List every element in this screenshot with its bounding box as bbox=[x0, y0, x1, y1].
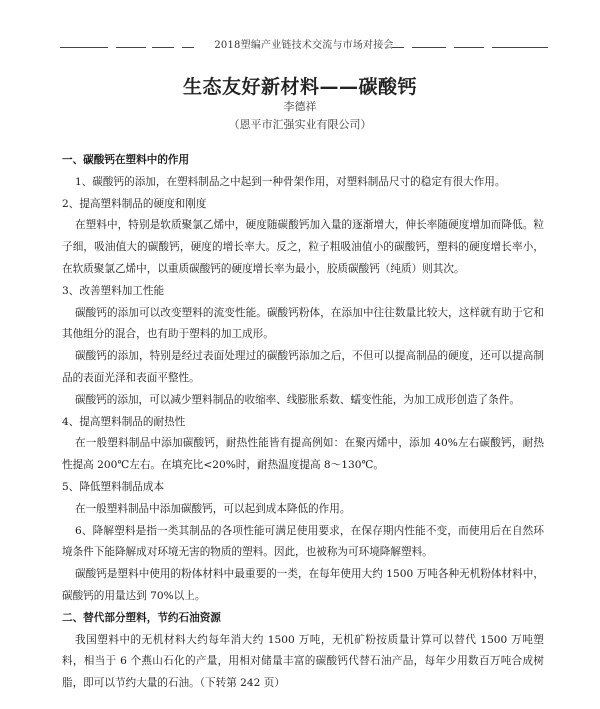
document-body bbox=[62, 150, 544, 695]
body-paragraph: 碳酸钙的添加可以改变塑料的流变性能。碳酸钙粉体，在添加中往往数量比较大，这样就有助于它和其他组分的混合，也有助于塑料的加工成形。 bbox=[62, 306, 544, 341]
body-paragraph: 碳酸钙是塑料中使用的粉体材料中最重要的一类，在每年使用大约 1500 万吨各种无机粉体材料中，碳酸钙的用量达到 70%以上。 bbox=[62, 568, 544, 602]
header-dash bbox=[392, 47, 404, 48]
author-name: 李德祥 bbox=[283, 100, 317, 113]
company-name: （恩平市汇强实业有限公司） bbox=[228, 118, 372, 131]
running-header-title: 2018塑编产业链技术交流与市场对接会 bbox=[214, 40, 394, 51]
body-paragraph: 碳酸钙的添加，特别是经过表面处理过的碳酸钙添加之后，不但可以提高制品的硬度，还可以提高制品的表面光泽和表面平整性。 bbox=[62, 350, 544, 384]
subsection-heading: 2、提高塑料制品的硬度和刚度 bbox=[62, 197, 207, 210]
body-paragraph: 1、碳酸钙的添加，在塑料制品之中起到一种骨架作用，对塑料制品尺寸的稳定有很大作用。 bbox=[75, 175, 506, 188]
section-heading: 一、碳酸钙在塑料中的作用 bbox=[62, 154, 190, 166]
body-paragraph: 碳酸钙的添加，可以减少塑料制品的收缩率、线膨胀系数、蠕变性能，为加工成形创造了条件。 bbox=[75, 393, 520, 406]
section-heading: 二、替代部分塑料，节约石油资源 bbox=[62, 611, 221, 624]
subsection-heading: 4、提高塑料制品的耐热性 bbox=[62, 415, 186, 428]
subsection-heading: 3、改善塑料加工性能 bbox=[62, 284, 165, 297]
header-dash bbox=[454, 47, 484, 48]
body-paragraph: 我国塑料中的无机材料大约每年消大约 1500 万吨，无机矿粉按质量计算可以替代 1500 万吨塑料，相当于 6 个燕山石化的产量，用相对储量丰富的碳酸钙代替石油产品，每年少用数百万吨合成树脂，即可以节约大量的石油。（下转第 242 页） bbox=[62, 633, 544, 690]
body-paragraph: 在塑料中，特别是软质聚氯乙烯中，硬度随碳酸钙加入量的逐渐增大，伸长率随硬度增加而降低。粒子细，吸油值大的碳酸钙，硬度的增长率大。反之，粒子粗吸油值小的碳酸钙，塑料的硬度增长率小，在软质聚氯乙烯中，以重质碳酸钙的硬度增长率为最小，胶质碳酸钙（纯质）则其次。 bbox=[62, 219, 544, 275]
header-dash bbox=[492, 47, 548, 48]
subsection-heading: 5、降低塑料制品成本 bbox=[62, 480, 165, 493]
body-paragraph: 在一般塑料制品中添加碳酸钙，耐热性能皆有提高例如：在聚丙烯中，添加 40%左右碳酸钙，耐热性提高 200℃左右。在填充比<20%时，耐热温度提高 8～130℃。 bbox=[62, 437, 544, 472]
body-paragraph: 在一般塑料制品中添加碳酸钙，可以起到成本降低的作用。 bbox=[75, 502, 351, 515]
document-title: 生态友好新材料——碳酸钙 bbox=[182, 76, 417, 98]
running-header bbox=[60, 36, 548, 50]
header-dash bbox=[412, 47, 446, 48]
body-paragraph: 6、降解塑料是指一类其制品的各项性能可满足使用要求，在保存期内性能不变，而使用后在自然环境条件下能降解成对环境无害的物质的塑料。因此，也被称为可环境降解塑料。 bbox=[62, 524, 544, 559]
